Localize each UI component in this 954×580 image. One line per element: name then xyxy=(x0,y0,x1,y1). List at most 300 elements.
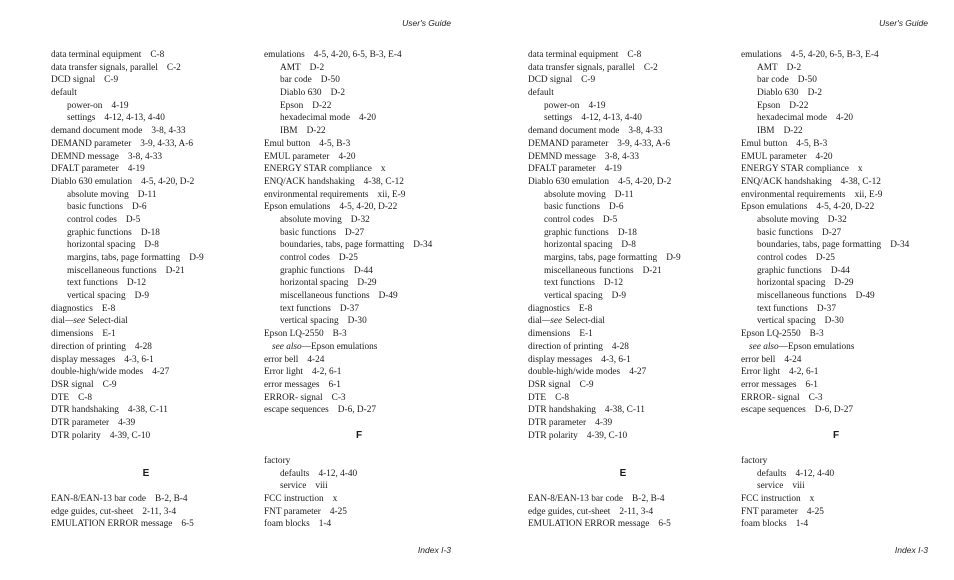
entry-pages: x xyxy=(857,164,863,175)
entry-pages: C-3 xyxy=(331,392,346,403)
entry-term: text functions xyxy=(280,303,331,314)
entry-term: error bell xyxy=(264,354,299,365)
index-entry xyxy=(51,176,251,189)
index-entry xyxy=(51,74,251,87)
entry-pages: B-3 xyxy=(809,329,824,340)
index-subentry xyxy=(741,112,954,125)
index-entry xyxy=(264,518,479,531)
entry-term: basic functions xyxy=(67,202,124,213)
entry-pages: 3-8, 4-33 xyxy=(604,151,640,162)
index-entry xyxy=(741,379,954,392)
entry-term: double-high/wide modes xyxy=(51,367,144,378)
entry-pages: 4-5, 4-20, 6-5, B-3, E-4 xyxy=(790,50,879,60)
entry-pages: 4-19 xyxy=(127,164,145,175)
entry-pages: 4-19 xyxy=(588,100,606,111)
entry-term: dial xyxy=(51,316,65,327)
index-entry xyxy=(264,455,479,468)
index-entry xyxy=(741,506,954,519)
entry-term: vertical spacing xyxy=(280,316,339,327)
entry-pages: 4-38, C-11 xyxy=(604,405,645,416)
entry-pages: D-50 xyxy=(320,75,340,86)
entry-pages: D-22 xyxy=(312,100,332,111)
entry-term: DTR handshaking xyxy=(51,405,119,416)
index-entry xyxy=(264,138,479,151)
entry-pages: C-8 xyxy=(150,50,165,60)
entry-term: default xyxy=(51,88,77,99)
entry-pages: E-8 xyxy=(101,303,116,314)
entry-pages: C-2 xyxy=(166,62,181,73)
entry-pages: 4-20 xyxy=(358,113,377,124)
entry-pages: 2-11, 3-4 xyxy=(619,506,654,517)
entry-pages: C-9 xyxy=(104,75,119,86)
entry-term: Epson xyxy=(280,100,304,111)
entry-term: margins, tabs, page formatting xyxy=(544,253,658,263)
index-entry xyxy=(741,49,954,62)
index-subentry xyxy=(264,277,479,290)
index-entry xyxy=(741,163,954,176)
entry-term: Emul button xyxy=(741,138,788,149)
index-entry xyxy=(528,74,728,87)
entry-term: FCC instruction xyxy=(264,494,324,504)
index-subentry xyxy=(528,277,728,290)
entry-term: ERROR- signal xyxy=(264,392,323,403)
index-entry xyxy=(528,493,728,506)
index-subentry xyxy=(741,87,954,100)
index-entry xyxy=(741,201,954,214)
index-entry xyxy=(528,315,728,328)
entry-pages: D-5 xyxy=(125,214,141,225)
entry-term: DTR handshaking xyxy=(528,405,596,416)
letter-heading: E xyxy=(619,468,627,479)
entry-pages: 4-5, B-3 xyxy=(319,138,351,149)
index-entry xyxy=(741,328,954,341)
index-entry xyxy=(741,493,954,506)
entry-term: IBM xyxy=(757,126,775,137)
entry-pages: 4-12, 4-13, 4-40 xyxy=(581,113,642,124)
index-subentry xyxy=(51,265,251,278)
entry-pages: 4-39 xyxy=(595,417,613,428)
entry-pages: D-37 xyxy=(816,303,836,314)
index-entry xyxy=(51,341,251,354)
entry-term: absolute moving xyxy=(67,189,129,200)
entry-term: DCD signal xyxy=(528,75,573,86)
entry-pages: D-2 xyxy=(807,88,823,99)
index-entry xyxy=(51,315,251,328)
entry-pages: Select-dial xyxy=(88,316,128,327)
entry-pages: D-2 xyxy=(309,62,325,73)
entry-pages: xii, E-9 xyxy=(854,189,883,200)
entry-pages: D-34 xyxy=(890,240,910,251)
entry-pages: D-6 xyxy=(132,202,147,213)
index-entry xyxy=(528,328,728,341)
index-entry xyxy=(741,518,954,531)
entry-pages: D-25 xyxy=(815,253,835,263)
index-subentry xyxy=(741,468,954,481)
index-entry xyxy=(741,341,954,354)
entry-pages: x xyxy=(332,494,338,504)
entry-pages: B-2, B-4 xyxy=(632,494,665,504)
index-page-right xyxy=(477,0,954,580)
index-entry xyxy=(528,379,728,392)
entry-pages: 4-28 xyxy=(611,341,629,352)
entry-term: demand document mode xyxy=(51,126,143,137)
index-subentry xyxy=(528,100,728,113)
entry-term: diagnostics xyxy=(51,303,93,314)
entry-pages: D-34 xyxy=(413,240,433,251)
index-subentry xyxy=(528,112,728,125)
entry-pages: 4-28 xyxy=(134,341,152,352)
letter-heading: E xyxy=(142,468,150,479)
index-subentry xyxy=(528,214,728,227)
entry-term: EMUL parameter xyxy=(741,151,807,162)
entry-pages: D-22 xyxy=(783,126,803,137)
index-entry xyxy=(51,518,251,531)
index-subentry xyxy=(264,227,479,240)
index-entry xyxy=(51,62,251,75)
entry-term: defaults xyxy=(280,468,310,479)
entry-term: service xyxy=(757,481,784,492)
index-subentry xyxy=(741,265,954,278)
index-entry xyxy=(528,506,728,519)
entry-term: vertical spacing xyxy=(544,291,603,302)
entry-pages: 4-2, 6-1 xyxy=(789,367,819,378)
entry-pages: D-29 xyxy=(834,278,854,289)
entry-pages: 3-8, 4-33 xyxy=(151,126,186,137)
index-entry xyxy=(51,417,251,430)
entry-term: diagnostics xyxy=(528,303,570,314)
entry-term: error messages xyxy=(741,379,797,390)
entry-pages: 4-5, 4-20, 6-5, B-3, E-4 xyxy=(313,50,402,60)
entry-pages: 3-9, 4-33, A-6 xyxy=(617,138,670,149)
entry-pages: D-30 xyxy=(824,316,844,327)
entry-term: power-on xyxy=(544,100,580,111)
entry-pages: C-9 xyxy=(581,75,596,86)
index-entry xyxy=(264,506,479,519)
running-footer: Index I-3 xyxy=(417,545,451,555)
index-entry xyxy=(264,392,479,405)
entry-term: DFALT parameter xyxy=(528,164,596,175)
entry-pages: D-25 xyxy=(338,253,358,263)
entry-term: miscellaneous functions xyxy=(544,265,634,276)
index-entry xyxy=(51,87,251,100)
entry-term: data transfer signals, parallel xyxy=(51,62,158,73)
entry-term: FNT parameter xyxy=(264,506,321,517)
index-entry xyxy=(264,404,479,417)
entry-pages: D-22 xyxy=(306,126,326,137)
running-header: User's Guide xyxy=(879,18,928,28)
index-entry xyxy=(741,138,954,151)
entry-term: foam blocks xyxy=(741,519,787,530)
entry-term: absolute moving xyxy=(280,214,342,225)
entry-pages: 6-1 xyxy=(805,379,818,390)
entry-pages: D-30 xyxy=(347,316,367,327)
entry-term: DEMND message xyxy=(528,151,596,162)
entry-pages: 4-3, 6-1 xyxy=(124,354,154,365)
entry-pages: 4-38, C-11 xyxy=(127,405,168,416)
entry-pages: D-9 xyxy=(666,253,681,263)
index-entry xyxy=(51,392,251,405)
entry-term: error messages xyxy=(264,379,320,390)
entry-term: escape sequences xyxy=(264,405,329,416)
entry-pages: D-27 xyxy=(345,227,365,238)
entry-term: EMULATION ERROR message xyxy=(528,519,650,530)
index-entry xyxy=(741,366,954,379)
index-entry xyxy=(51,430,251,443)
entry-term: DTE xyxy=(51,392,70,403)
entry-pages: D-6, D-27 xyxy=(814,405,854,416)
entry-pages: 6-5 xyxy=(658,519,671,530)
index-entry xyxy=(264,366,479,379)
index-entry xyxy=(51,379,251,392)
entry-pages: 2-11, 3-4 xyxy=(142,506,177,517)
entry-pages: 4-20 xyxy=(815,151,833,162)
entry-term: DFALT parameter xyxy=(51,164,119,175)
entry-term: bar code xyxy=(280,75,312,86)
entry-term: IBM xyxy=(280,126,298,137)
index-entry xyxy=(51,506,251,519)
index-entry xyxy=(528,518,728,531)
entry-term: data transfer signals, parallel xyxy=(528,62,635,73)
entry-term: defaults xyxy=(757,468,787,479)
entry-term: text functions xyxy=(67,278,118,289)
entry-term: settings xyxy=(67,113,96,124)
index-subentry xyxy=(528,252,728,265)
index-entry xyxy=(51,163,251,176)
index-subentry xyxy=(51,189,251,202)
index-subentry xyxy=(51,290,251,303)
index-entry xyxy=(51,366,251,379)
running-header: User's Guide xyxy=(402,18,451,28)
entry-pages: 4-12, 4-40 xyxy=(318,468,358,479)
entry-term: settings xyxy=(544,113,573,124)
entry-term: environmental requirements xyxy=(741,189,846,200)
index-subentry xyxy=(264,303,479,316)
entry-term: horizontal spacing xyxy=(280,278,349,289)
entry-term: power-on xyxy=(67,100,103,111)
entry-pages: viii xyxy=(792,481,805,492)
entry-pages: 4-5, B-3 xyxy=(796,138,828,149)
entry-term: FCC instruction xyxy=(741,494,801,504)
entry-term: basic functions xyxy=(544,202,601,213)
running-footer: Index I-3 xyxy=(894,545,928,555)
entry-term: DEMND message xyxy=(51,151,119,162)
index-subentry xyxy=(264,62,479,75)
index-subentry xyxy=(741,125,954,138)
entry-term: EMUL parameter xyxy=(264,151,330,162)
index-subentry xyxy=(741,62,954,75)
index-entry xyxy=(741,404,954,417)
index-entry xyxy=(528,417,728,430)
index-column-1 xyxy=(51,49,251,531)
entry-term: DTR polarity xyxy=(528,430,578,441)
entry-term: control codes xyxy=(280,253,330,263)
entry-term: Error light xyxy=(264,367,303,378)
index-subentry xyxy=(528,239,728,252)
index-subentry xyxy=(264,265,479,278)
entry-pages: 4-20 xyxy=(835,113,854,124)
entry-pages: 4-24 xyxy=(784,354,802,365)
entry-term: bar code xyxy=(757,75,789,86)
index-entry xyxy=(528,341,728,354)
entry-pages: D-2 xyxy=(330,88,346,99)
entry-term: data terminal equipment xyxy=(528,50,619,60)
entry-pages: B-2, B-4 xyxy=(155,494,188,504)
index-entry xyxy=(528,49,728,62)
index-entry xyxy=(51,49,251,62)
entry-term: demand document mode xyxy=(528,126,620,137)
entry-term: Epson emulations xyxy=(264,202,331,213)
entry-pages: 1-4 xyxy=(318,519,332,530)
entry-term: DEMAND parameter xyxy=(528,138,609,149)
entry-pages: E-1 xyxy=(579,329,593,340)
entry-term: Diablo 630 xyxy=(280,88,322,99)
index-entry xyxy=(264,328,479,341)
entry-pages: 4-5, 4-20, D-22 xyxy=(816,202,875,213)
index-entry xyxy=(528,163,728,176)
entry-pages: 4-39, C-10 xyxy=(109,430,151,441)
entry-term: vertical spacing xyxy=(67,291,126,302)
entry-pages: D-18 xyxy=(140,227,160,238)
index-entry xyxy=(264,176,479,189)
entry-term: direction of printing xyxy=(51,341,126,352)
index-entry xyxy=(528,87,728,100)
index-entry xyxy=(51,404,251,417)
entry-pages: D-44 xyxy=(830,265,850,276)
see-also-label: see also xyxy=(749,341,779,352)
entry-pages: D-21 xyxy=(165,265,185,276)
entry-term: edge guides, cut-sheet xyxy=(528,506,611,517)
entry-term: FNT parameter xyxy=(741,506,798,517)
index-entry xyxy=(264,163,479,176)
index-entry xyxy=(528,62,728,75)
entry-term: Epson xyxy=(757,100,781,111)
entry-term: environmental requirements xyxy=(264,189,369,200)
entry-term: DSR signal xyxy=(528,379,571,390)
entry-pages: D-18 xyxy=(617,227,637,238)
index-entry xyxy=(51,303,251,316)
index-subentry xyxy=(264,315,479,328)
entry-pages: D-11 xyxy=(137,189,157,200)
index-entry xyxy=(528,176,728,189)
entry-pages: 4-12, 4-13, 4-40 xyxy=(104,113,165,124)
entry-term: miscellaneous functions xyxy=(757,291,847,302)
entry-term: graphic functions xyxy=(757,265,822,276)
entry-term: dimensions xyxy=(51,329,94,340)
entry-term: AMT xyxy=(280,62,301,73)
entry-pages: Select-dial xyxy=(565,316,605,327)
index-subentry xyxy=(51,201,251,214)
entry-pages: 4-19 xyxy=(604,164,622,175)
entry-term: margins, tabs, page formatting xyxy=(67,253,181,263)
index-subentry xyxy=(741,480,954,493)
index-column-1 xyxy=(528,49,728,531)
index-entry xyxy=(51,138,251,151)
index-entry xyxy=(264,201,479,214)
index-entry xyxy=(528,138,728,151)
index-subentry xyxy=(51,277,251,290)
index-subentry xyxy=(264,125,479,138)
entry-pages: 4-5, 4-20, D-2 xyxy=(141,176,195,187)
entry-pages: 3-9, 4-33, A-6 xyxy=(140,138,193,149)
entry-pages: D-49 xyxy=(855,291,875,302)
entry-pages: viii xyxy=(315,481,328,492)
entry-term: ENQ/ACK handshaking xyxy=(264,176,355,187)
see-reference-label: —see xyxy=(541,316,563,327)
entry-pages: C-8 xyxy=(78,392,93,403)
entry-pages: 4-27 xyxy=(152,367,170,378)
entry-term: ENQ/ACK handshaking xyxy=(741,176,832,187)
entry-term: Diablo 630 emulation xyxy=(51,176,133,187)
index-entry xyxy=(264,493,479,506)
entry-pages: B-3 xyxy=(332,329,347,340)
entry-term: hexadecimal mode xyxy=(280,113,350,124)
entry-term: graphic functions xyxy=(67,227,132,238)
index-entry xyxy=(528,151,728,164)
index-subentry xyxy=(528,290,728,303)
entry-term: ENERGY STAR compliance xyxy=(264,164,372,175)
entry-pages: D-9 xyxy=(134,291,150,302)
entry-term: Epson emulations xyxy=(741,202,808,213)
entry-term: horizontal spacing xyxy=(544,240,613,251)
entry-term: AMT xyxy=(757,62,778,73)
entry-term: DCD signal xyxy=(51,75,96,86)
entry-pages: D-21 xyxy=(642,265,662,276)
entry-term: Error light xyxy=(741,367,780,378)
entry-term: emulations xyxy=(741,50,782,60)
entry-term: Epson LQ-2550 xyxy=(741,329,801,340)
index-subentry xyxy=(741,315,954,328)
entry-pages: C-3 xyxy=(808,392,823,403)
entry-term: Epson LQ-2550 xyxy=(264,329,324,340)
entry-pages: 4-39, C-10 xyxy=(586,430,628,441)
index-entry xyxy=(528,430,728,443)
entry-term: double-high/wide modes xyxy=(528,367,621,378)
entry-term: emulations xyxy=(264,50,305,60)
index-subentry xyxy=(51,239,251,252)
entry-term: —Epson emulations xyxy=(301,341,378,352)
entry-pages: C-2 xyxy=(643,62,658,73)
entry-pages: C-8 xyxy=(555,392,570,403)
entry-pages: D-8 xyxy=(144,240,159,251)
entry-term: —Epson emulations xyxy=(778,341,855,352)
entry-pages: 6-5 xyxy=(181,519,194,530)
entry-term: ENERGY STAR compliance xyxy=(741,164,849,175)
index-entry xyxy=(51,493,251,506)
entry-term: boundaries, tabs, page formatting xyxy=(280,240,405,251)
entry-pages: D-9 xyxy=(611,291,627,302)
entry-term: dimensions xyxy=(528,329,571,340)
entry-term: ERROR- signal xyxy=(741,392,800,403)
index-subentry xyxy=(264,480,479,493)
entry-term: DTR parameter xyxy=(51,417,110,428)
index-entry xyxy=(528,303,728,316)
index-subentry xyxy=(264,468,479,481)
entry-term: DEMAND parameter xyxy=(51,138,132,149)
entry-term: boundaries, tabs, page formatting xyxy=(757,240,882,251)
entry-term: control codes xyxy=(544,214,594,225)
entry-term: default xyxy=(528,88,554,99)
entry-term: Diablo 630 emulation xyxy=(528,176,610,187)
entry-pages: 4-5, 4-20, D-22 xyxy=(339,202,398,213)
entry-pages: 4-25 xyxy=(806,506,824,517)
index-entry xyxy=(528,404,728,417)
entry-pages: 4-24 xyxy=(307,354,325,365)
entry-term: vertical spacing xyxy=(757,316,816,327)
letter-heading: F xyxy=(832,429,840,441)
index-subentry xyxy=(741,214,954,227)
entry-pages: C-9 xyxy=(579,379,594,390)
index-subentry xyxy=(741,239,954,252)
